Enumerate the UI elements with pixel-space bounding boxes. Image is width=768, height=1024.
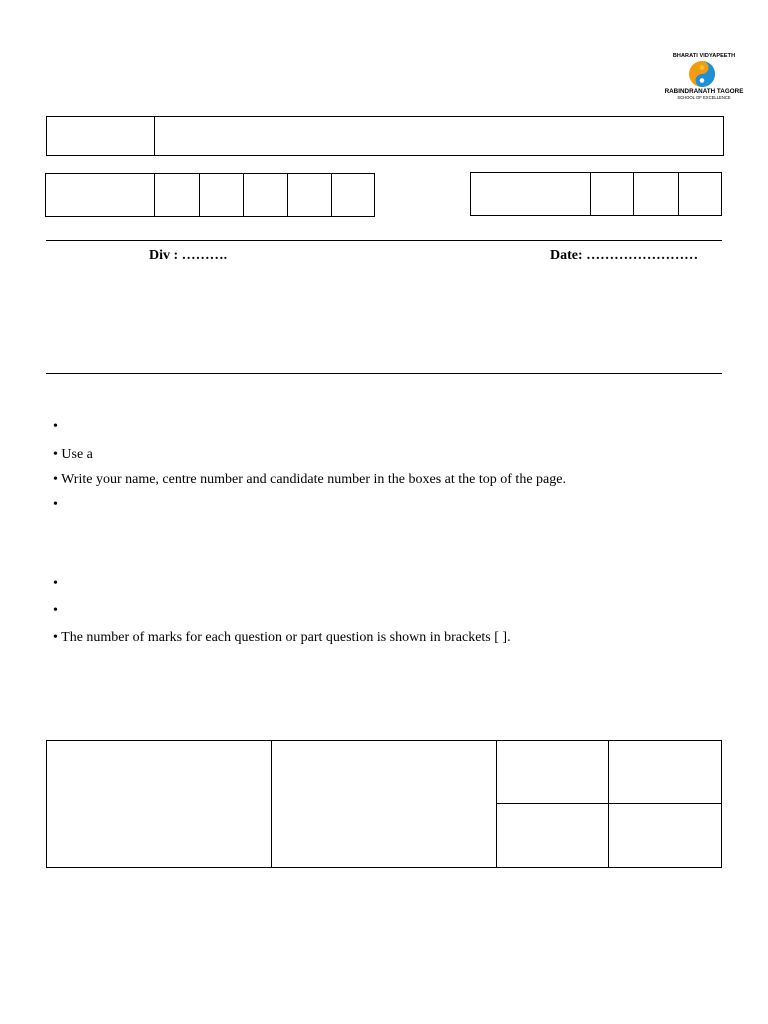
instruction-item: • Write your name, centre number and candidate number in the boxes at the top of the page. (53, 472, 566, 487)
logo-emblem-icon (686, 60, 718, 88)
examiner-table (46, 740, 722, 868)
centre-digit-cell-2[interactable] (199, 174, 200, 216)
examiner-table-col-4 (608, 741, 609, 867)
instruction-item: • (53, 576, 58, 591)
examiner-table-row-split (496, 803, 722, 804)
instruction-item: • (53, 419, 58, 434)
candidate-digit-cell-2[interactable] (633, 173, 634, 215)
candidate-digit-cell-3[interactable] (678, 173, 679, 215)
instruction-item: • The number of marks for each question or part question is shown in brackets [ ]. (53, 630, 511, 645)
logo-school-name: RABINDRANATH TAGORE (664, 88, 744, 95)
date-field: Date: …………………… (550, 248, 699, 263)
centre-digit-cell-3[interactable] (243, 174, 244, 216)
centre-digit-cell-1[interactable] (154, 174, 155, 216)
candidate-digit-cell-1[interactable] (590, 173, 591, 215)
examiner-table-col-3 (496, 741, 497, 867)
divider-top (46, 240, 722, 241)
name-label-cell (154, 117, 155, 155)
div-field: Div : ………. (149, 248, 228, 263)
logo-org-text: BHARATI VIDYAPEETH (672, 53, 736, 59)
instruction-item: • (53, 603, 58, 618)
instruction-item: • Use a (53, 447, 93, 462)
candidate-number-box (470, 172, 722, 216)
name-box (46, 116, 724, 156)
centre-digit-cell-5[interactable] (331, 174, 332, 216)
examiner-table-col-2 (271, 741, 272, 867)
centre-number-box (45, 173, 375, 217)
centre-digit-cell-4[interactable] (287, 174, 288, 216)
logo-school-subtitle: SCHOOL OF EXCELLENCE (677, 95, 731, 100)
instruction-item: • (53, 497, 58, 512)
divider-bottom (46, 373, 722, 374)
